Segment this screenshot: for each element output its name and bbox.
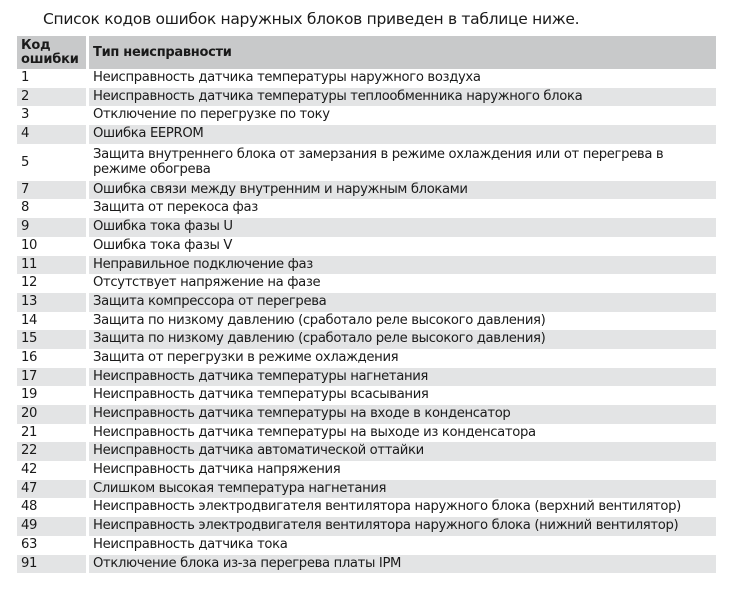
error-code: 5 — [17, 144, 86, 181]
error-code: 22 — [17, 442, 86, 461]
error-description: Неисправность датчика температуры нагнетания — [89, 368, 716, 387]
table-row — [17, 237, 716, 256]
error-description: Защита по низкому давлению (сработало реле высокого давления) — [89, 330, 716, 349]
error-code: 19 — [17, 386, 86, 405]
header-code-line1: Код — [21, 38, 51, 53]
error-description: Защита от перегрузки в режиме охлаждения — [89, 349, 716, 368]
error-description: Защита от перекоса фаз — [89, 199, 716, 218]
error-description: Отключение по перегрузке по току — [89, 106, 716, 125]
error-code: 17 — [17, 368, 86, 387]
table-row — [17, 312, 716, 331]
error-description: Защита внутреннего блока от замерзания в режиме охлаждения или от перегрева в режиме обогрева — [89, 144, 716, 181]
error-code: 16 — [17, 349, 86, 368]
error-code: 12 — [17, 274, 86, 293]
error-description: Неисправность датчика тока — [89, 536, 716, 555]
error-code: 21 — [17, 424, 86, 443]
table-row — [17, 498, 716, 517]
error-description: Ошибка тока фазы V — [89, 237, 716, 256]
table-row — [17, 405, 716, 424]
table-row — [17, 442, 716, 461]
error-description: Неисправность датчика температуры всасывания — [89, 386, 716, 405]
error-codes-table — [17, 36, 716, 573]
table-row — [17, 461, 716, 480]
table-row — [17, 88, 716, 107]
error-code: 63 — [17, 536, 86, 555]
table-row — [17, 106, 716, 125]
header-description: Тип неисправности — [89, 36, 716, 69]
error-code: 2 — [17, 88, 86, 107]
error-code: 20 — [17, 405, 86, 424]
table-row — [17, 69, 716, 88]
table-row — [17, 424, 716, 443]
error-description: Защита по низкому давлению (сработало реле высокого давления) — [89, 312, 716, 331]
table-row — [17, 199, 716, 218]
intro-text: Список кодов ошибок наружных блоков приведен в таблице ниже. — [43, 10, 580, 28]
error-description: Защита компрессора от перегрева — [89, 293, 716, 312]
table-row — [17, 218, 716, 237]
table-row — [17, 480, 716, 499]
error-code: 15 — [17, 330, 86, 349]
error-description: Неисправность датчика температуры на входе в конденсатор — [89, 405, 716, 424]
table-row — [17, 330, 716, 349]
error-description: Слишком высокая температура нагнетания — [89, 480, 716, 499]
error-code: 4 — [17, 125, 86, 144]
error-description: Ошибка EEPROM — [89, 125, 716, 144]
error-description: Ошибка связи между внутренним и наружным блоками — [89, 181, 716, 200]
error-code: 7 — [17, 181, 86, 200]
header-code-line2: ошибки — [21, 51, 79, 67]
error-description: Неисправность электродвигателя вентилятора наружного блока (нижний вентилятор) — [89, 517, 716, 536]
table-row — [17, 125, 716, 144]
error-code: 42 — [17, 461, 86, 480]
error-code: 48 — [17, 498, 86, 517]
header-code — [17, 36, 86, 69]
error-description: Неисправность датчика температуры теплообменника наружного блока — [89, 88, 716, 107]
error-code: 47 — [17, 480, 86, 499]
error-description: Отсутствует напряжение на фазе — [89, 274, 716, 293]
error-code: 91 — [17, 555, 86, 574]
error-description: Ошибка тока фазы U — [89, 218, 716, 237]
error-description: Неисправность электродвигателя вентилятора наружного блока (верхний вентилятор) — [89, 498, 716, 517]
table-row — [17, 517, 716, 536]
error-code: 14 — [17, 312, 86, 331]
error-description: Неисправность датчика температуры на выходе из конденсатора — [89, 424, 716, 443]
error-description: Неправильное подключение фаз — [89, 256, 716, 275]
error-code: 1 — [17, 69, 86, 88]
error-description: Отключение блока из-за перегрева платы IPM — [89, 555, 716, 574]
error-code: 9 — [17, 218, 86, 237]
error-description: Неисправность датчика напряжения — [89, 461, 716, 480]
table-row — [17, 144, 716, 181]
table-row — [17, 368, 716, 387]
table-body — [17, 69, 716, 573]
error-code: 3 — [17, 106, 86, 125]
table-row — [17, 349, 716, 368]
error-code: 13 — [17, 293, 86, 312]
table-row — [17, 181, 716, 200]
table-row — [17, 274, 716, 293]
table-row — [17, 386, 716, 405]
table-header-row — [17, 36, 716, 69]
error-code: 11 — [17, 256, 86, 275]
error-code: 49 — [17, 517, 86, 536]
error-code: 8 — [17, 199, 86, 218]
table-row — [17, 256, 716, 275]
table-row — [17, 536, 716, 555]
error-description: Неисправность датчика температуры наружного воздуха — [89, 69, 716, 88]
error-description: Неисправность датчика автоматической оттайки — [89, 442, 716, 461]
table-row — [17, 293, 716, 312]
table-row — [17, 555, 716, 574]
error-code: 10 — [17, 237, 86, 256]
